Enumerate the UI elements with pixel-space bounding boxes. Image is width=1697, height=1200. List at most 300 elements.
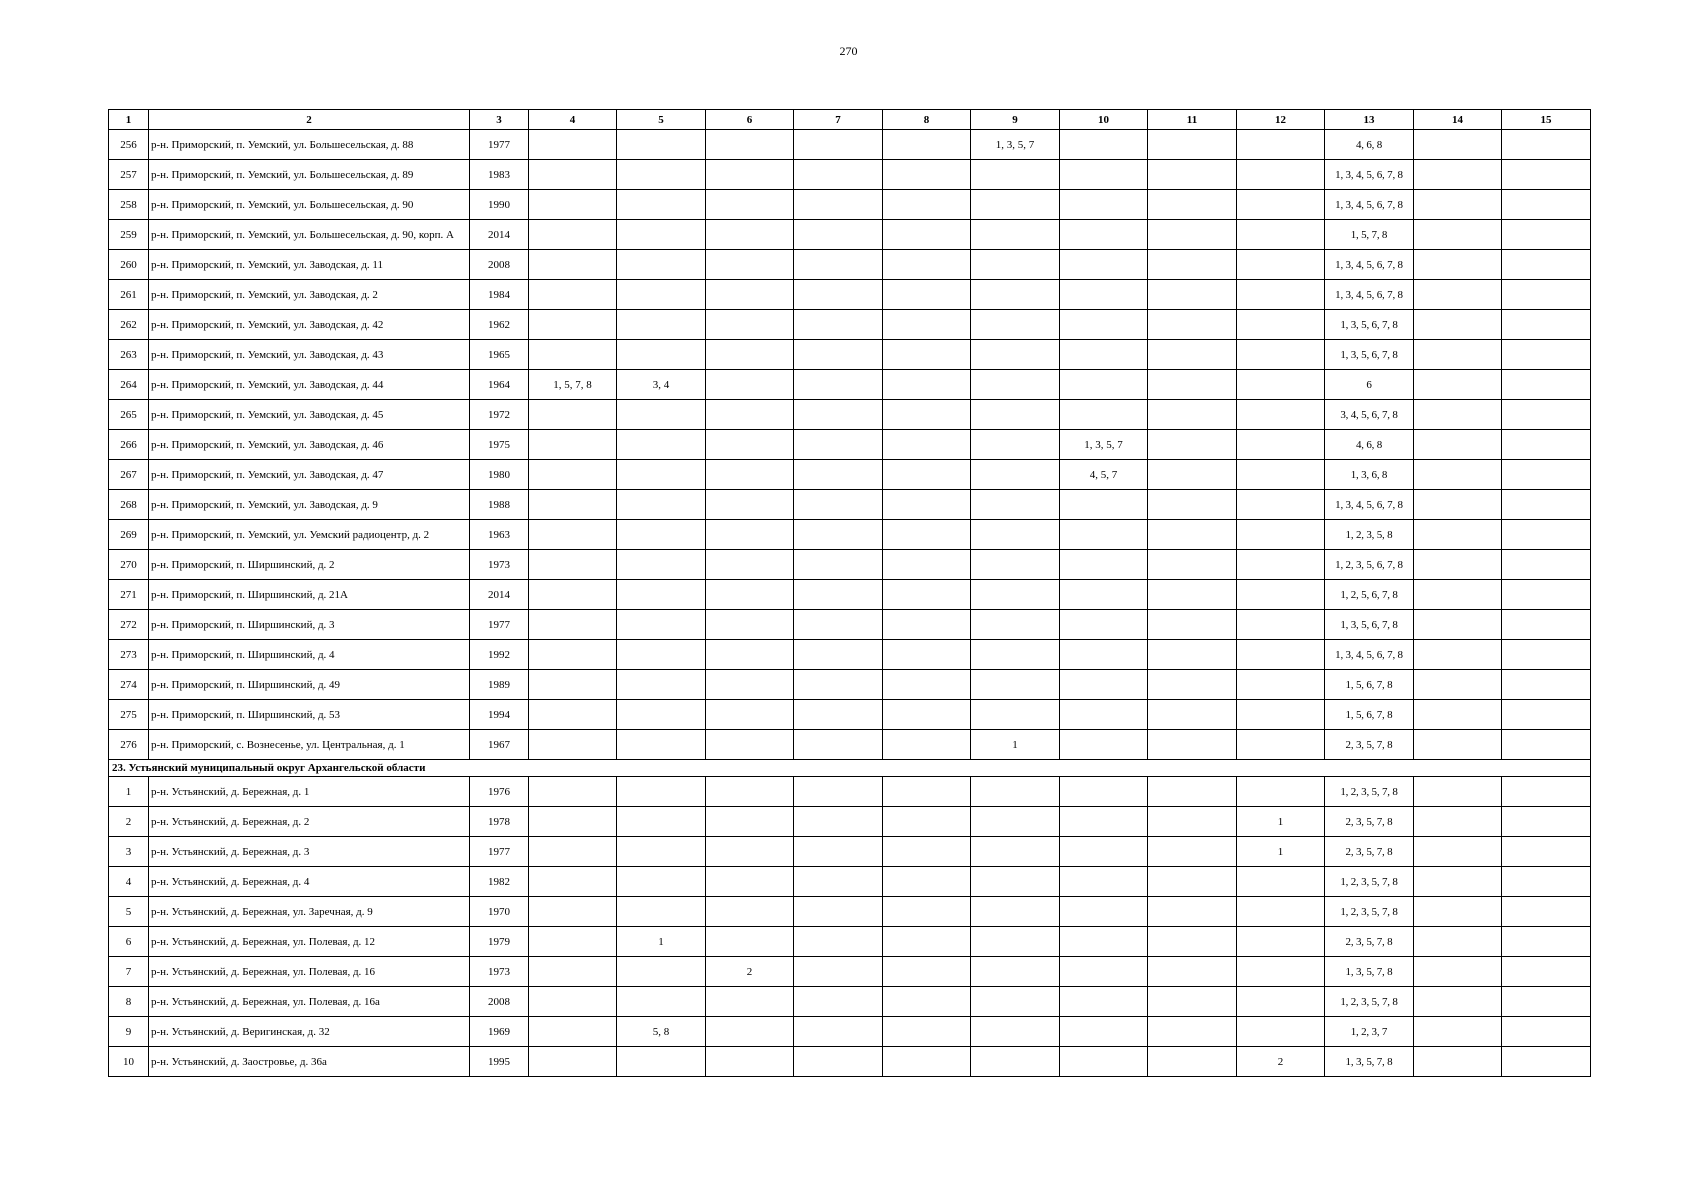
cell-col-11 — [1148, 987, 1237, 1017]
cell-col-9 — [971, 400, 1060, 430]
cell-col-9 — [971, 580, 1060, 610]
cell-col-9 — [971, 1017, 1060, 1047]
cell-col-13: 1, 3, 4, 5, 6, 7, 8 — [1325, 190, 1414, 220]
cell-col-12 — [1237, 370, 1325, 400]
table-row — [109, 430, 1591, 460]
cell-col-5 — [617, 987, 706, 1017]
year-cell: 1995 — [470, 1047, 529, 1077]
cell-col-7 — [794, 777, 883, 807]
cell-col-4 — [529, 610, 617, 640]
cell-col-13: 1, 2, 3, 5, 7, 8 — [1325, 897, 1414, 927]
cell-col-4 — [529, 867, 617, 897]
cell-col-4 — [529, 1047, 617, 1077]
table-row — [109, 807, 1591, 837]
cell-col-4 — [529, 957, 617, 987]
cell-col-4 — [529, 220, 617, 250]
year-cell: 1989 — [470, 670, 529, 700]
year-cell: 1990 — [470, 190, 529, 220]
cell-col-5 — [617, 280, 706, 310]
cell-col-9 — [971, 280, 1060, 310]
cell-col-11 — [1148, 640, 1237, 670]
table-row — [109, 550, 1591, 580]
cell-col-4 — [529, 777, 617, 807]
cell-col-4 — [529, 897, 617, 927]
cell-col-9 — [971, 670, 1060, 700]
row-number-cell: 4 — [109, 867, 149, 897]
cell-col-4 — [529, 987, 617, 1017]
year-cell: 1973 — [470, 550, 529, 580]
cell-col-8 — [883, 897, 971, 927]
cell-col-7 — [794, 730, 883, 760]
cell-col-15 — [1502, 987, 1591, 1017]
address-cell: р-н. Приморский, п. Уемский, ул. Большесельская, д. 89 — [149, 160, 470, 190]
cell-col-4 — [529, 430, 617, 460]
column-header-12: 12 — [1237, 110, 1325, 130]
cell-col-7 — [794, 957, 883, 987]
table-row — [109, 837, 1591, 867]
row-number-cell: 267 — [109, 460, 149, 490]
cell-col-8 — [883, 280, 971, 310]
cell-col-9: 1 — [971, 730, 1060, 760]
cell-col-7 — [794, 460, 883, 490]
cell-col-8 — [883, 807, 971, 837]
cell-col-15 — [1502, 670, 1591, 700]
cell-col-7 — [794, 897, 883, 927]
cell-col-7 — [794, 250, 883, 280]
cell-col-12 — [1237, 897, 1325, 927]
cell-col-10 — [1060, 1047, 1148, 1077]
cell-col-14 — [1414, 310, 1502, 340]
table-row — [109, 730, 1591, 760]
cell-col-9 — [971, 550, 1060, 580]
cell-col-10 — [1060, 280, 1148, 310]
row-number-cell: 8 — [109, 987, 149, 1017]
table-body — [109, 130, 1591, 1077]
column-header-13: 13 — [1325, 110, 1414, 130]
cell-col-7 — [794, 190, 883, 220]
cell-col-14 — [1414, 400, 1502, 430]
cell-col-4 — [529, 250, 617, 280]
table-row — [109, 670, 1591, 700]
cell-col-11 — [1148, 777, 1237, 807]
cell-col-10 — [1060, 340, 1148, 370]
address-cell: р-н. Приморский, п. Уемский, ул. Заводская, д. 44 — [149, 370, 470, 400]
cell-col-9 — [971, 370, 1060, 400]
cell-col-8 — [883, 460, 971, 490]
cell-col-10 — [1060, 130, 1148, 160]
address-cell: р-н. Устьянский, д. Бережная, ул. Полевая, д. 16а — [149, 987, 470, 1017]
cell-col-15 — [1502, 220, 1591, 250]
cell-col-8 — [883, 927, 971, 957]
address-cell: р-н. Приморский, п. Ширшинский, д. 53 — [149, 700, 470, 730]
cell-col-7 — [794, 580, 883, 610]
cell-col-8 — [883, 220, 971, 250]
cell-col-15 — [1502, 460, 1591, 490]
column-header-1: 1 — [109, 110, 149, 130]
cell-col-14 — [1414, 250, 1502, 280]
cell-col-9 — [971, 490, 1060, 520]
cell-col-15 — [1502, 777, 1591, 807]
cell-col-10 — [1060, 310, 1148, 340]
address-cell: р-н. Приморский, п. Уемский, ул. Заводская, д. 11 — [149, 250, 470, 280]
cell-col-10 — [1060, 160, 1148, 190]
cell-col-6 — [706, 700, 794, 730]
cell-col-12 — [1237, 130, 1325, 160]
column-header-7: 7 — [794, 110, 883, 130]
cell-col-6 — [706, 190, 794, 220]
cell-col-11 — [1148, 370, 1237, 400]
row-number-cell: 268 — [109, 490, 149, 520]
cell-col-11 — [1148, 1047, 1237, 1077]
cell-col-5 — [617, 580, 706, 610]
table-row — [109, 640, 1591, 670]
cell-col-14 — [1414, 837, 1502, 867]
cell-col-6 — [706, 897, 794, 927]
cell-col-14 — [1414, 130, 1502, 160]
table-row — [109, 160, 1591, 190]
cell-col-6 — [706, 867, 794, 897]
year-cell: 1962 — [470, 310, 529, 340]
cell-col-4 — [529, 807, 617, 837]
table-row — [109, 130, 1591, 160]
cell-col-8 — [883, 700, 971, 730]
cell-col-15 — [1502, 837, 1591, 867]
cell-col-12 — [1237, 610, 1325, 640]
cell-col-13: 1, 3, 5, 7, 8 — [1325, 1047, 1414, 1077]
cell-col-13: 2, 3, 5, 7, 8 — [1325, 730, 1414, 760]
cell-col-14 — [1414, 220, 1502, 250]
cell-col-6 — [706, 1047, 794, 1077]
cell-col-7 — [794, 987, 883, 1017]
address-cell: р-н. Устьянский, д. Бережная, д. 3 — [149, 837, 470, 867]
cell-col-14 — [1414, 1047, 1502, 1077]
table-row — [109, 340, 1591, 370]
cell-col-11 — [1148, 490, 1237, 520]
cell-col-11 — [1148, 220, 1237, 250]
cell-col-7 — [794, 280, 883, 310]
cell-col-6: 2 — [706, 957, 794, 987]
row-number-cell: 256 — [109, 130, 149, 160]
cell-col-10 — [1060, 670, 1148, 700]
column-header-6: 6 — [706, 110, 794, 130]
cell-col-9 — [971, 957, 1060, 987]
row-number-cell: 262 — [109, 310, 149, 340]
cell-col-14 — [1414, 490, 1502, 520]
cell-col-13: 4, 6, 8 — [1325, 130, 1414, 160]
cell-col-14 — [1414, 520, 1502, 550]
table-row — [109, 987, 1591, 1017]
cell-col-12 — [1237, 670, 1325, 700]
column-header-4: 4 — [529, 110, 617, 130]
cell-col-13: 1, 3, 5, 7, 8 — [1325, 957, 1414, 987]
row-number-cell: 259 — [109, 220, 149, 250]
cell-col-15 — [1502, 1047, 1591, 1077]
row-number-cell: 261 — [109, 280, 149, 310]
cell-col-6 — [706, 520, 794, 550]
cell-col-13: 1, 3, 4, 5, 6, 7, 8 — [1325, 160, 1414, 190]
cell-col-9 — [971, 430, 1060, 460]
cell-col-10 — [1060, 807, 1148, 837]
table-row — [109, 957, 1591, 987]
cell-col-5 — [617, 957, 706, 987]
cell-col-5 — [617, 190, 706, 220]
cell-col-5 — [617, 640, 706, 670]
cell-col-4 — [529, 700, 617, 730]
cell-col-8 — [883, 580, 971, 610]
cell-col-15 — [1502, 550, 1591, 580]
address-cell: р-н. Устьянский, д. Веригинская, д. 32 — [149, 1017, 470, 1047]
column-header-10: 10 — [1060, 110, 1148, 130]
column-header-15: 15 — [1502, 110, 1591, 130]
cell-col-12 — [1237, 250, 1325, 280]
cell-col-12 — [1237, 730, 1325, 760]
cell-col-14 — [1414, 550, 1502, 580]
cell-col-11 — [1148, 340, 1237, 370]
address-cell: р-н. Приморский, п. Уемский, ул. Заводская, д. 9 — [149, 490, 470, 520]
cell-col-10 — [1060, 490, 1148, 520]
cell-col-7 — [794, 400, 883, 430]
cell-col-12 — [1237, 777, 1325, 807]
table-row — [109, 220, 1591, 250]
column-header-8: 8 — [883, 110, 971, 130]
cell-col-8 — [883, 520, 971, 550]
cell-col-4 — [529, 640, 617, 670]
cell-col-5 — [617, 250, 706, 280]
row-number-cell: 274 — [109, 670, 149, 700]
cell-col-11 — [1148, 160, 1237, 190]
table-row — [109, 250, 1591, 280]
cell-col-8 — [883, 957, 971, 987]
address-cell: р-н. Устьянский, д. Бережная, ул. Полевая, д. 16 — [149, 957, 470, 987]
cell-col-9 — [971, 927, 1060, 957]
address-cell: р-н. Приморский, с. Вознесенье, ул. Центральная, д. 1 — [149, 730, 470, 760]
cell-col-9 — [971, 807, 1060, 837]
year-cell: 1975 — [470, 430, 529, 460]
cell-col-6 — [706, 250, 794, 280]
cell-col-15 — [1502, 610, 1591, 640]
table-row — [109, 777, 1591, 807]
cell-col-10 — [1060, 867, 1148, 897]
cell-col-15 — [1502, 160, 1591, 190]
address-cell: р-н. Приморский, п. Уемский, ул. Заводская, д. 2 — [149, 280, 470, 310]
cell-col-12 — [1237, 580, 1325, 610]
cell-col-5 — [617, 897, 706, 927]
cell-col-14 — [1414, 340, 1502, 370]
cell-col-8 — [883, 867, 971, 897]
register-table — [108, 109, 1591, 1077]
cell-col-13: 1, 3, 4, 5, 6, 7, 8 — [1325, 640, 1414, 670]
year-cell: 1972 — [470, 400, 529, 430]
cell-col-11 — [1148, 1017, 1237, 1047]
cell-col-15 — [1502, 957, 1591, 987]
table-row — [109, 460, 1591, 490]
cell-col-8 — [883, 640, 971, 670]
cell-col-9 — [971, 460, 1060, 490]
cell-col-7 — [794, 610, 883, 640]
row-number-cell: 270 — [109, 550, 149, 580]
cell-col-5 — [617, 837, 706, 867]
cell-col-14 — [1414, 670, 1502, 700]
cell-col-13: 1, 3, 4, 5, 6, 7, 8 — [1325, 280, 1414, 310]
year-cell: 1979 — [470, 927, 529, 957]
cell-col-15 — [1502, 897, 1591, 927]
cell-col-10 — [1060, 250, 1148, 280]
cell-col-14 — [1414, 777, 1502, 807]
cell-col-6 — [706, 310, 794, 340]
cell-col-14 — [1414, 190, 1502, 220]
cell-col-9 — [971, 867, 1060, 897]
cell-col-8 — [883, 160, 971, 190]
cell-col-7 — [794, 310, 883, 340]
cell-col-5 — [617, 220, 706, 250]
cell-col-4 — [529, 160, 617, 190]
cell-col-7 — [794, 670, 883, 700]
cell-col-8 — [883, 610, 971, 640]
row-number-cell: 269 — [109, 520, 149, 550]
cell-col-13: 1, 5, 6, 7, 8 — [1325, 700, 1414, 730]
cell-col-8 — [883, 837, 971, 867]
cell-col-5 — [617, 730, 706, 760]
cell-col-10 — [1060, 610, 1148, 640]
cell-col-9 — [971, 987, 1060, 1017]
cell-col-4: 1, 5, 7, 8 — [529, 370, 617, 400]
cell-col-10 — [1060, 777, 1148, 807]
cell-col-13: 2, 3, 5, 7, 8 — [1325, 927, 1414, 957]
cell-col-5 — [617, 520, 706, 550]
address-cell: р-н. Приморский, п. Уемский, ул. Заводская, д. 43 — [149, 340, 470, 370]
year-cell: 1980 — [470, 460, 529, 490]
table-row — [109, 927, 1591, 957]
cell-col-6 — [706, 1017, 794, 1047]
address-cell: р-н. Приморский, п. Ширшинский, д. 3 — [149, 610, 470, 640]
cell-col-4 — [529, 280, 617, 310]
cell-col-7 — [794, 700, 883, 730]
cell-col-6 — [706, 460, 794, 490]
cell-col-13: 1, 5, 6, 7, 8 — [1325, 670, 1414, 700]
cell-col-7 — [794, 520, 883, 550]
cell-col-10 — [1060, 520, 1148, 550]
cell-col-10 — [1060, 580, 1148, 610]
cell-col-13: 1, 3, 6, 8 — [1325, 460, 1414, 490]
cell-col-4 — [529, 550, 617, 580]
cell-col-7 — [794, 837, 883, 867]
cell-col-12 — [1237, 190, 1325, 220]
table-row — [109, 190, 1591, 220]
cell-col-15 — [1502, 927, 1591, 957]
year-cell: 2014 — [470, 220, 529, 250]
cell-col-5 — [617, 777, 706, 807]
address-cell: р-н. Приморский, п. Ширшинский, д. 21А — [149, 580, 470, 610]
cell-col-11 — [1148, 610, 1237, 640]
cell-col-6 — [706, 927, 794, 957]
cell-col-7 — [794, 927, 883, 957]
cell-col-5: 1 — [617, 927, 706, 957]
cell-col-4 — [529, 340, 617, 370]
cell-col-12 — [1237, 700, 1325, 730]
cell-col-12 — [1237, 220, 1325, 250]
cell-col-11 — [1148, 867, 1237, 897]
cell-col-11 — [1148, 280, 1237, 310]
cell-col-13: 1, 2, 3, 5, 7, 8 — [1325, 777, 1414, 807]
cell-col-4 — [529, 670, 617, 700]
cell-col-6 — [706, 807, 794, 837]
address-cell: р-н. Приморский, п. Ширшинский, д. 49 — [149, 670, 470, 700]
cell-col-7 — [794, 160, 883, 190]
year-cell: 1963 — [470, 520, 529, 550]
cell-col-13: 4, 6, 8 — [1325, 430, 1414, 460]
cell-col-8 — [883, 340, 971, 370]
cell-col-9 — [971, 640, 1060, 670]
cell-col-14 — [1414, 460, 1502, 490]
cell-col-6 — [706, 400, 794, 430]
cell-col-8 — [883, 250, 971, 280]
cell-col-15 — [1502, 400, 1591, 430]
cell-col-12 — [1237, 160, 1325, 190]
cell-col-12 — [1237, 430, 1325, 460]
cell-col-8 — [883, 490, 971, 520]
cell-col-12 — [1237, 987, 1325, 1017]
cell-col-11 — [1148, 460, 1237, 490]
cell-col-9 — [971, 1047, 1060, 1077]
address-cell: р-н. Приморский, п. Уемский, ул. Большесельская, д. 90, корп. А — [149, 220, 470, 250]
cell-col-14 — [1414, 610, 1502, 640]
table-row — [109, 310, 1591, 340]
cell-col-15 — [1502, 280, 1591, 310]
cell-col-5 — [617, 1047, 706, 1077]
cell-col-9 — [971, 190, 1060, 220]
cell-col-6 — [706, 580, 794, 610]
cell-col-7 — [794, 807, 883, 837]
cell-col-7 — [794, 370, 883, 400]
cell-col-14 — [1414, 160, 1502, 190]
cell-col-12 — [1237, 927, 1325, 957]
cell-col-9 — [971, 837, 1060, 867]
column-header-2: 2 — [149, 110, 470, 130]
cell-col-9 — [971, 160, 1060, 190]
cell-col-9 — [971, 250, 1060, 280]
cell-col-15 — [1502, 867, 1591, 897]
row-number-cell: 271 — [109, 580, 149, 610]
cell-col-5 — [617, 807, 706, 837]
year-cell: 1969 — [470, 1017, 529, 1047]
cell-col-12 — [1237, 460, 1325, 490]
row-number-cell: 2 — [109, 807, 149, 837]
row-number-cell: 258 — [109, 190, 149, 220]
cell-col-13: 6 — [1325, 370, 1414, 400]
year-cell: 1978 — [470, 807, 529, 837]
cell-col-10 — [1060, 927, 1148, 957]
cell-col-7 — [794, 490, 883, 520]
cell-col-7 — [794, 1017, 883, 1047]
cell-col-15 — [1502, 700, 1591, 730]
cell-col-14 — [1414, 1017, 1502, 1047]
table-row — [109, 1047, 1591, 1077]
cell-col-13: 1, 2, 3, 7 — [1325, 1017, 1414, 1047]
cell-col-12 — [1237, 280, 1325, 310]
table-row — [109, 610, 1591, 640]
row-number-cell: 9 — [109, 1017, 149, 1047]
cell-col-5 — [617, 430, 706, 460]
row-number-cell: 10 — [109, 1047, 149, 1077]
cell-col-9: 1, 3, 5, 7 — [971, 130, 1060, 160]
cell-col-5 — [617, 310, 706, 340]
section-header-row — [109, 760, 1591, 777]
address-cell: р-н. Приморский, п. Уемский, ул. Заводская, д. 42 — [149, 310, 470, 340]
table-row — [109, 370, 1591, 400]
table-row — [109, 490, 1591, 520]
cell-col-7 — [794, 867, 883, 897]
cell-col-4 — [529, 130, 617, 160]
